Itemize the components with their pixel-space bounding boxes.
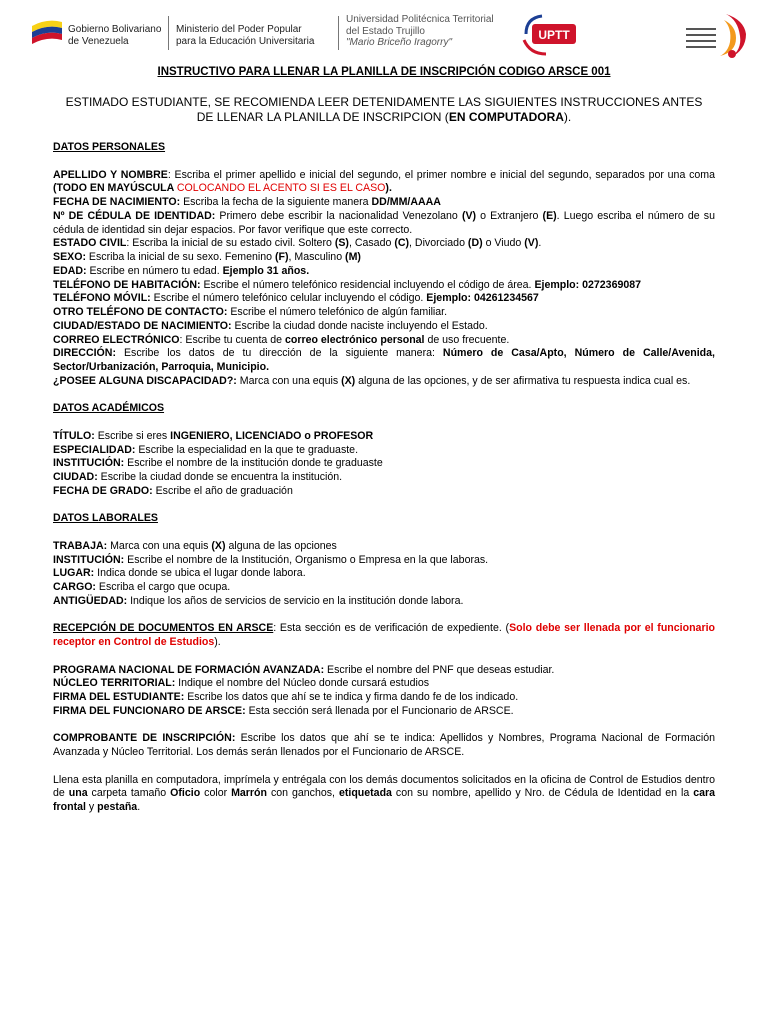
- uptt-logo: [520, 10, 584, 56]
- field-institucion-laboral: INSTITUCIÓN: Escribe el nombre de la Institución, Organismo o Empresa en la que laboras.: [53, 553, 489, 566]
- field-apellido-nombre: APELLIDO Y NOMBRE: Escriba el primer apellido e inicial del segundo, el primer nombre e inicial del segundo, separados por una coma (TODO EN MAYÚSCULA COLOCANDO EL ACENTO SI ES EL CASO).: [53, 168, 715, 195]
- field-programa-nacional: PROGRAMA NACIONAL DE FORMACIÓN AVANZADA: Escribe el nombre del PNF que deseas estudiar.: [53, 663, 555, 676]
- field-fecha-nacimiento: FECHA DE NACIMIENTO: Escriba la fecha de la siguiente manera DD/MM/AAAA: [53, 196, 441, 208]
- header-divider: [338, 16, 339, 50]
- gobierno-text: Gobierno Bolivariano de Venezuela: [68, 24, 162, 47]
- field-cedula: Nº DE CÉDULA DE IDENTIDAD: Primero debe escribir la nacionalidad Venezolano (V) o Extranjero (E). Luego escriba el número de su cédula de identidad sin dejar espacios. Por favor verifique que este correcto.: [53, 209, 715, 236]
- instructions-body: [53, 141, 715, 815]
- field-correo: CORREO ELECTRÓNICO: Escribe tu cuenta de correo electrónico personal de uso frecuente.: [53, 333, 510, 346]
- field-discapacidad: ¿POSEE ALGUNA DISCAPACIDAD?: Marca con una equis (X) alguna de las opciones, y de ser afirmativa tu respuesta indica cual es.: [53, 374, 691, 387]
- final-instructions: Llena esta planilla en computadora, imprímela y entrégala con los demás documentos solicitados en la oficina de Control de Estudios dentro de una carpeta tamaño Oficio color Marrón con ganchos, etiquetada con su nombre, apellido y Nro. de Cédula de Identidad en la cara frontal y pestaña.: [53, 773, 715, 813]
- field-ciudad: CIUDAD: Escribe la ciudad donde se encuentra la institución.: [53, 471, 343, 483]
- field-telefono-movil: TELÉFONO MÓVIL: Escribe el número telefónico celular incluyendo el código. Ejemplo: 04261234567: [53, 292, 539, 305]
- field-telefono-habitacion: TELÉFONO DE HABITACIÓN: Escribe el número telefónico residencial incluyendo el código de área. Ejemplo: 0272369087: [53, 278, 642, 291]
- field-sexo: SEXO: Escriba la inicial de su sexo. Femenino (F), Masculino (M): [53, 251, 361, 263]
- field-trabaja: TRABAJA: Marca con una equis (X) alguna de las opciones: [53, 539, 337, 552]
- field-estado-civil: ESTADO CIVIL: Escriba la inicial de su estado civil. Soltero (S), Casado (C), Divorciado (D) o Viudo (V).: [53, 237, 542, 250]
- field-titulo: TÍTULO: Escribe si eres INGENIERO, LICENCIADO o PROFESOR: [53, 429, 374, 442]
- header-divider: [168, 16, 169, 50]
- section-heading-datos-personales: DATOS PERSONALES: [53, 141, 166, 153]
- field-especialidad: ESPECIALIDAD: Escribe la especialidad en la que te graduaste.: [53, 443, 359, 456]
- section-heading-datos-academicos: DATOS ACADÉMICOS: [53, 402, 165, 415]
- bicentenario-logo: [680, 10, 752, 60]
- field-antiguedad: ANTIGÜEDAD: Indique los años de servicios de servicio en la institución donde labora.: [53, 594, 464, 607]
- section-heading-datos-laborales: DATOS LABORALES: [53, 512, 158, 525]
- venezuela-flag-logo: [30, 16, 64, 44]
- field-edad: EDAD: Escribe en número tu edad. Ejemplo 31 años.: [53, 264, 310, 277]
- field-recepcion-documentos: RECEPCIÓN DE DOCUMENTOS EN ARSCE: Esta sección es de verificación de expediente. (Solo debe ser llenada por el funcionario receptor en Control de Estudios).: [53, 622, 715, 648]
- field-firma-funcionario: FIRMA DEL FUNCIONARO DE ARSCE: Esta sección será llenada por el Funcionario de ARSCE.: [53, 704, 514, 717]
- ministerio-text: Ministerio del Poder Popular para la Educación Universitaria: [176, 24, 315, 47]
- field-institucion-academica: INSTITUCIÓN: Escribe el nombre de la institución donde te graduaste: [53, 457, 383, 470]
- header-logos: [30, 10, 752, 60]
- field-comprobante: COMPROBANTE DE INSCRIPCIÓN: Escribe los datos que ahí se te indica: Apellidos y Nombres, Programa Nacional de Formación Avanzada y Núcleo Territorial. Los demás serán llenados por el Funcionario de ARSCE.: [53, 732, 715, 758]
- field-cargo: CARGO: Escriba el cargo que ocupa.: [53, 581, 231, 593]
- field-direccion: DIRECCIÓN: Escribe los datos de tu dirección de la siguiente manera: Número de Casa/Apto, Número de Calle/Avenida, Sector/Urbanización, Parroquia, Municipio.: [53, 347, 715, 373]
- document-title: INSTRUCTIVO PARA LLENAR LA PLANILLA DE INSCRIPCIÓN CODIGO ARSCE 001: [157, 66, 611, 78]
- field-otro-telefono: OTRO TELÉFONO DE CONTACTO: Escribe el número telefónico de algún familiar.: [53, 306, 448, 318]
- field-nucleo-territorial: NÚCLEO TERRITORIAL: Indique el nombre del Núcleo donde cursará estudios: [53, 677, 430, 690]
- field-fecha-grado: FECHA DE GRADO: Escribe el año de graduación: [53, 484, 293, 497]
- field-lugar: LUGAR: Indica donde se ubica el lugar donde labora.: [53, 567, 306, 580]
- field-firma-estudiante: FIRMA DEL ESTUDIANTE: Escribe los datos que ahí se te indica y firma dando fe de los indicado.: [53, 691, 519, 703]
- field-ciudad-nacimiento: CIUDAD/ESTADO DE NACIMIENTO: Escribe la ciudad donde naciste incluyendo el Estado.: [53, 319, 488, 332]
- universidad-text: Universidad Politécnica Territorial del Estado Trujillo "Mario Briceño Iragorry": [346, 14, 494, 48]
- intro-text: ESTIMADO ESTUDIANTE, SE RECOMIENDA LEER DETENIDAMENTE LAS SIGUIENTES INSTRUCCIONES ANTES DE LLENAR LA PLANILLA DE INSCRIPCION (EN COMPUTADORA).: [65, 95, 703, 124]
- uptt-logo-text: UPTT: [538, 28, 570, 42]
